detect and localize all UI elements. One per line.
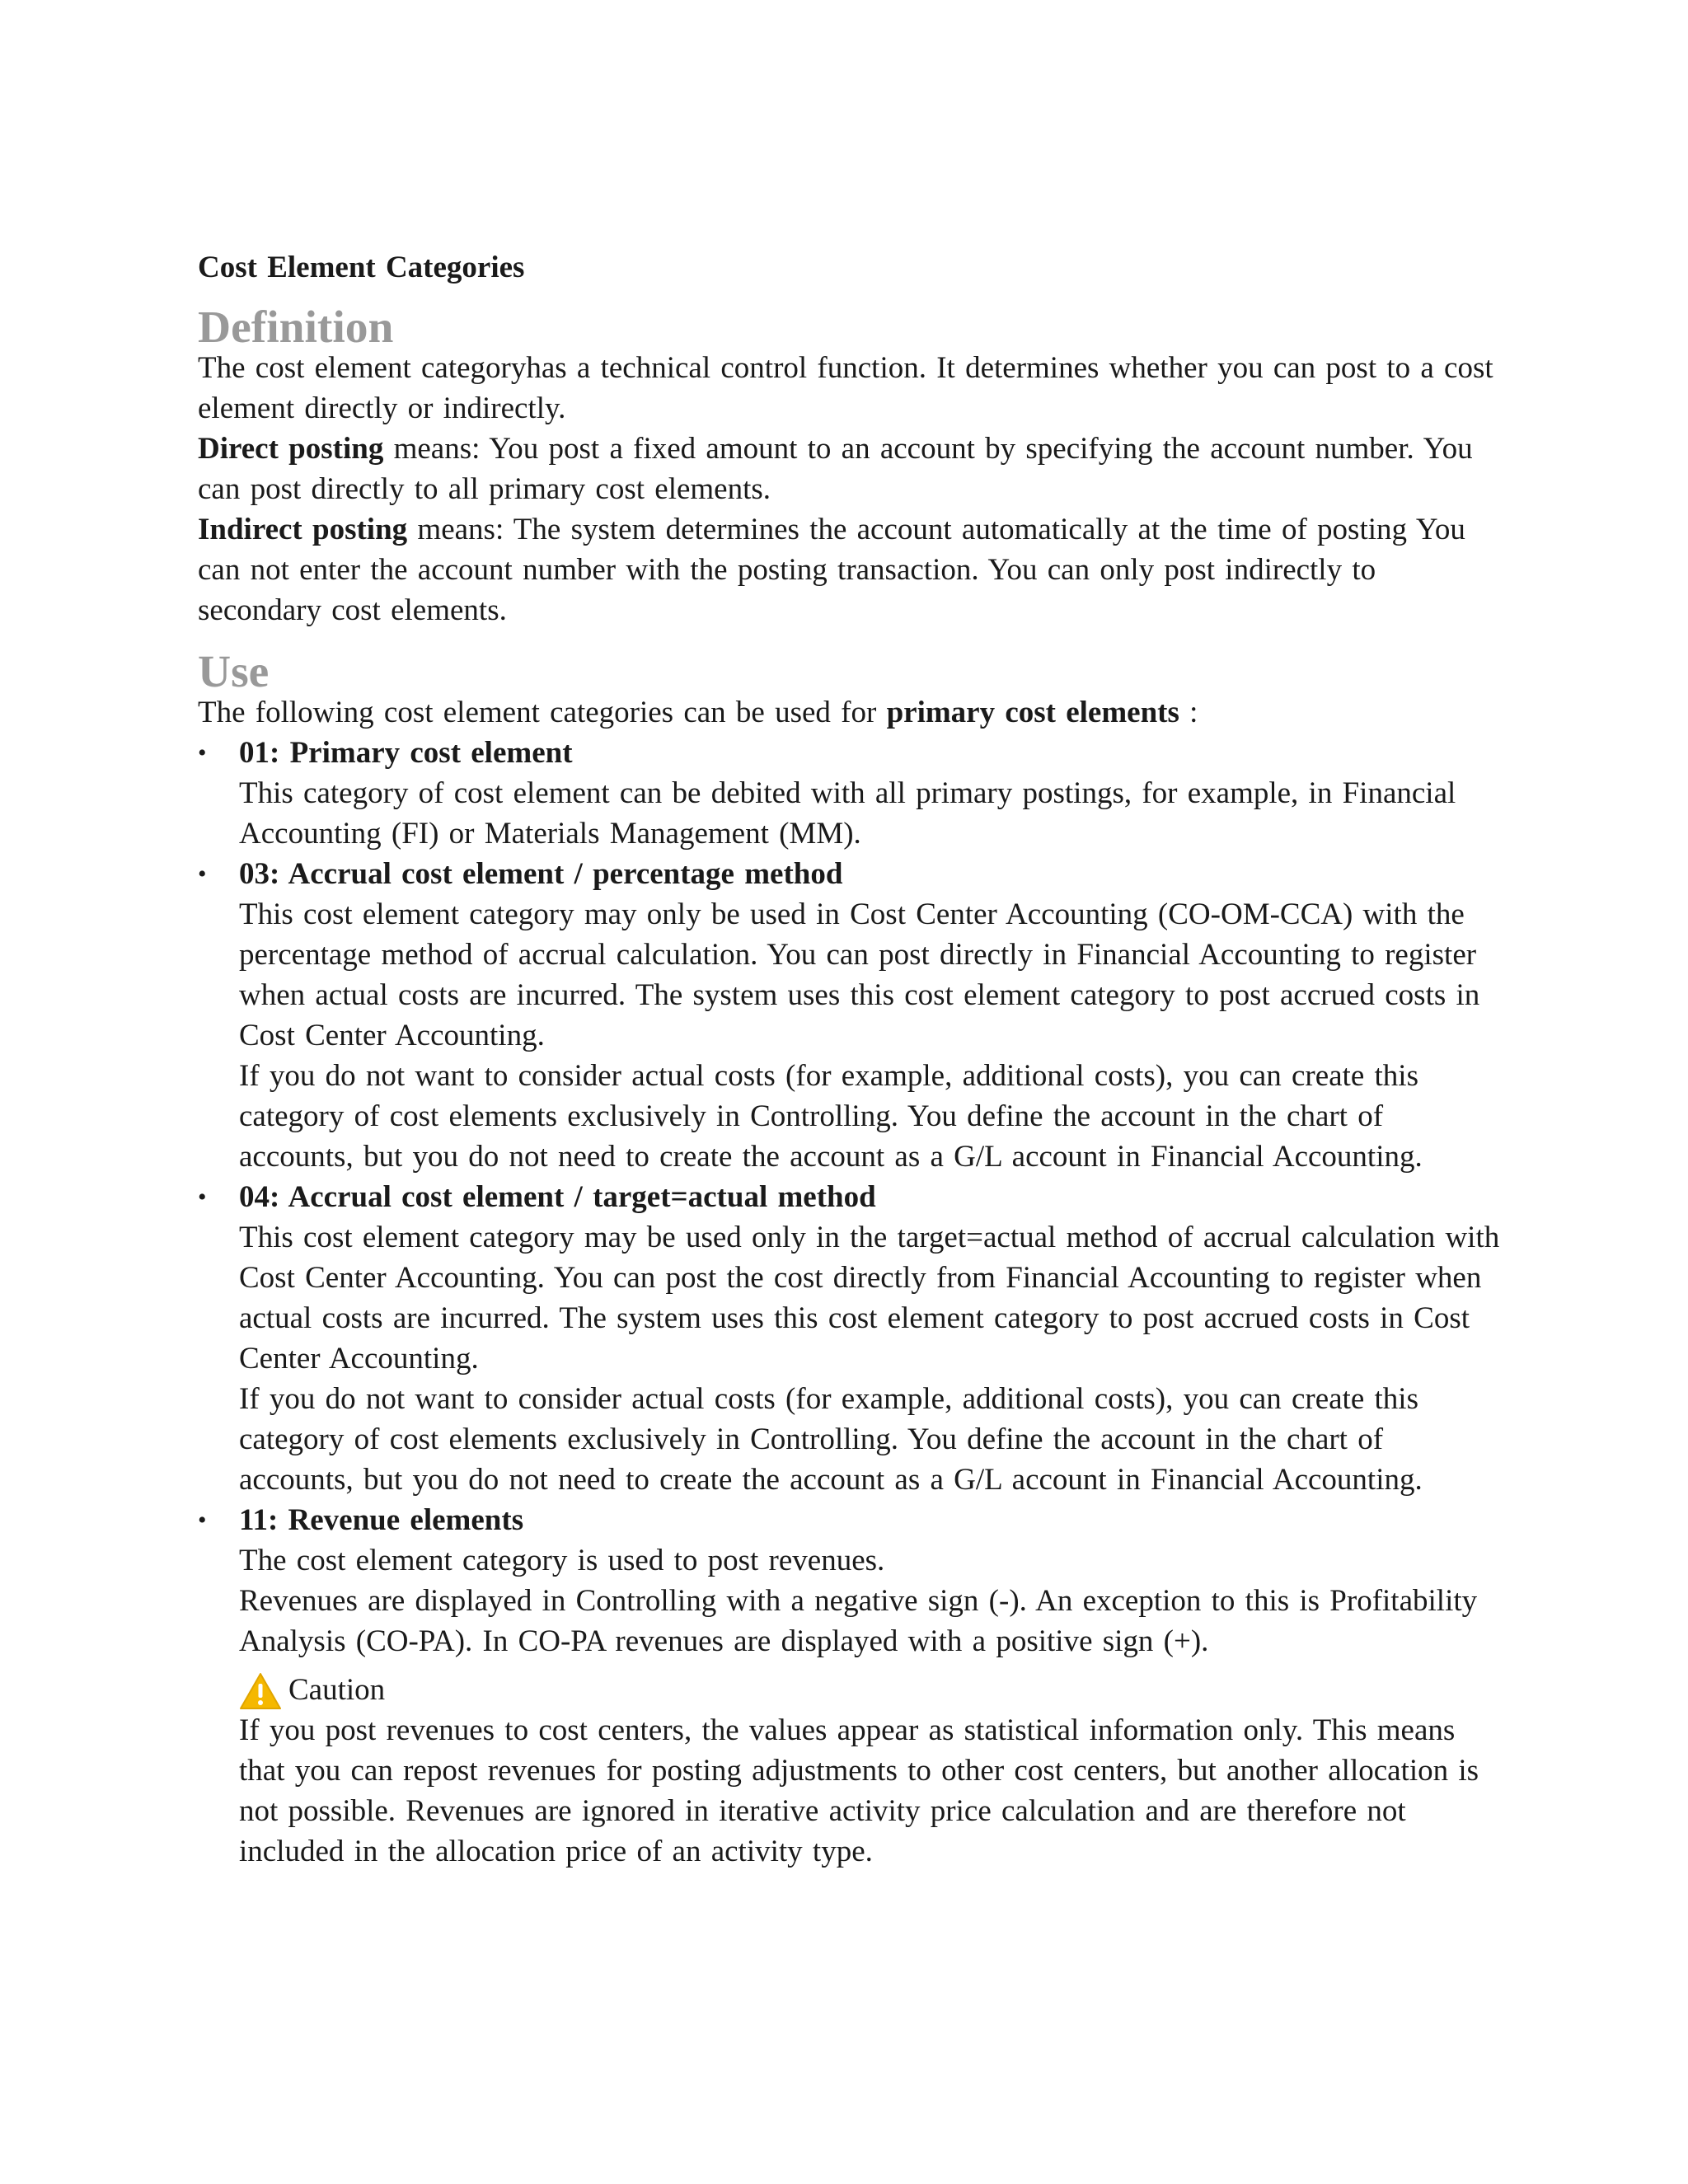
category-list	[198, 733, 1500, 1872]
direct-posting-paragraph	[198, 429, 1500, 509]
category-description: The cost element category is used to post revenues.	[239, 1544, 885, 1577]
category-description: Revenues are displayed in Controlling with a negative sign (-). An exception to this is Profitability Analysis (CO-PA). In CO-PA revenues are displayed with a positive sign (+).	[239, 1584, 1478, 1658]
document-title: Cost Element Categories	[198, 251, 525, 284]
indirect-posting-label: Indirect posting	[198, 513, 408, 546]
indirect-posting-paragraph	[198, 509, 1500, 630]
definition-heading: Definition	[198, 302, 394, 353]
category-item-01	[198, 733, 1500, 854]
indirect-posting-text: means: The system determines the account automatically at the time of posting You can not enter the account number with the posting transaction. You can only post indirectly to secondary cost elements.	[198, 513, 1465, 627]
caution-callout	[239, 1670, 1500, 1710]
use-heading: Use	[198, 647, 270, 697]
category-description: If you do not want to consider actual costs (for example, additional costs), you can create this category of cost elements exclusively in Controlling. You define the account in the chart of accounts, but you do not need to create the account as a G/L account in Financial Accounting.	[239, 1382, 1423, 1497]
category-item-04	[198, 1177, 1500, 1500]
category-description: This category of cost element can be debited with all primary postings, for example, in Financial Accounting (FI) or Materials Management (MM).	[239, 776, 1456, 851]
category-title: • 04: Accrual cost element / target=actual method	[239, 1180, 876, 1214]
category-title: • 11: Revenue elements	[239, 1503, 524, 1537]
definition-intro: The cost element categoryhas a technical control function. It determines whether you can post to a cost element directly or indirectly.	[198, 351, 1493, 425]
category-title: • 01: Primary cost element	[239, 736, 573, 770]
use-intro-bold: primary cost elements	[886, 696, 1179, 729]
direct-posting-text: means: You post a fixed amount to an account by specifying the account number. You can post directly to all primary cost elements.	[198, 432, 1473, 506]
document-page	[198, 247, 1500, 1872]
category-title: • 03: Accrual cost element / percentage method	[239, 857, 843, 891]
caution-text: If you post revenues to cost centers, the values appear as statistical information only. This means that you can repost revenues for posting adjustments to other cost centers, but another allocation is not possible. Revenues are ignored in iterative activity price calculation and are therefore not included in the allocation price of an activity type.	[239, 1713, 1479, 1868]
category-description: If you do not want to consider actual costs (for example, additional costs), you can create this category of cost elements exclusively in Controlling. You define the account in the chart of accounts, but you do not need to create the account as a G/L account in Financial Accounting.	[239, 1059, 1423, 1174]
category-description: This cost element category may be used only in the target=actual method of accrual calculation with Cost Center Accounting. You can post the cost directly from Financial Accounting to register when actual costs are incurred. The system uses this cost element category to post accrued costs in Cost Center Accounting.	[239, 1221, 1500, 1376]
direct-posting-label: Direct posting	[198, 432, 384, 466]
caution-label: Caution	[288, 1673, 386, 1707]
category-item-03	[198, 854, 1500, 1177]
warning-icon	[239, 1672, 282, 1710]
category-description: This cost element category may only be used in Cost Center Accounting (CO-OM-CCA) with the percentage method of accrual calculation. You can post directly in Financial Accounting to register when actual costs are incurred. The system uses this cost element category to post accrued costs in Cost Center Accounting.	[239, 898, 1480, 1052]
use-intro	[198, 692, 1500, 733]
use-intro-before: The following cost element categories can be used for	[198, 696, 887, 729]
category-item-11	[198, 1500, 1500, 1872]
use-intro-after: :	[1179, 696, 1198, 729]
